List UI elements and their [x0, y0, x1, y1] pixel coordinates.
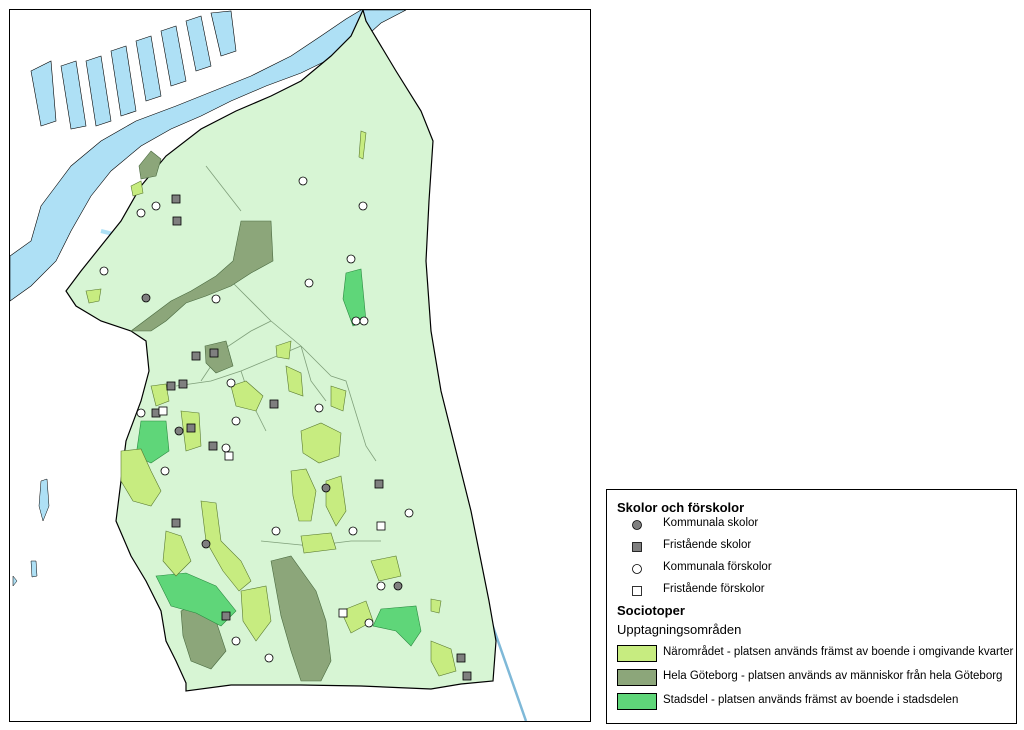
swatch-hela-goteborg — [617, 669, 657, 686]
kommunal-forskola-marker[interactable] — [305, 279, 313, 287]
fristaende-skola-marker[interactable] — [172, 519, 180, 527]
fristaende-skola-marker[interactable] — [270, 400, 278, 408]
kommunal-forskola-marker[interactable] — [137, 409, 145, 417]
fristaende-forskola-marker[interactable] — [339, 609, 347, 617]
fristaende-skola-marker[interactable] — [222, 612, 230, 620]
legend-area-label: Närområdet - platsen används främst av boende i omgivande kvarter — [663, 646, 1014, 658]
legend-item-label: Kommunala förskolor — [663, 561, 772, 573]
kommunal-forskola-marker[interactable] — [299, 177, 307, 185]
legend-area — [607, 643, 1016, 665]
square-filled-icon — [631, 541, 643, 553]
kommunal-forskola-marker[interactable] — [349, 527, 357, 535]
legend-item-label: Fristående förskolor — [663, 583, 765, 595]
kommunal-skola-marker[interactable] — [202, 540, 210, 548]
legend-subheading: Upptagningsområden — [617, 622, 742, 637]
fristaende-skola-marker[interactable] — [179, 380, 187, 388]
fristaende-forskola-marker[interactable] — [159, 407, 167, 415]
kommunal-forskola-marker[interactable] — [377, 582, 385, 590]
legend-item — [607, 516, 1016, 534]
kommunal-forskola-marker[interactable] — [265, 654, 273, 662]
legend-area-label: Hela Göteborg - platsen används av människor från hela Göteborg — [663, 670, 1003, 682]
kommunal-skola-marker[interactable] — [322, 484, 330, 492]
kommunal-forskola-marker[interactable] — [272, 527, 280, 535]
kommunal-forskola-marker[interactable] — [360, 317, 368, 325]
fristaende-skola-marker[interactable] — [173, 217, 181, 225]
fristaende-skola-marker[interactable] — [192, 352, 200, 360]
kommunal-forskola-marker[interactable] — [152, 202, 160, 210]
fristaende-skola-marker[interactable] — [172, 195, 180, 203]
legend-item-label: Fristående skolor — [663, 539, 752, 551]
fristaende-skola-marker[interactable] — [457, 654, 465, 662]
kommunal-forskola-marker[interactable] — [212, 295, 220, 303]
fristaende-skola-marker[interactable] — [209, 442, 217, 450]
swatch-stadsdel — [617, 693, 657, 710]
legend-item — [607, 560, 1016, 578]
kommunal-forskola-marker[interactable] — [232, 417, 240, 425]
fristaende-skola-marker[interactable] — [463, 672, 471, 680]
kommunal-forskola-marker[interactable] — [232, 637, 240, 645]
fristaende-forskola-marker[interactable] — [377, 522, 385, 530]
map-frame[interactable] — [9, 9, 591, 722]
kommunal-forskola-marker[interactable] — [352, 317, 360, 325]
kommunal-forskola-marker[interactable] — [315, 404, 323, 412]
legend-item — [607, 538, 1016, 556]
fristaende-skola-marker[interactable] — [187, 424, 195, 432]
legend-area-label: Stadsdel - platsen används främst av boende i stadsdelen — [663, 694, 959, 706]
square-open-icon — [631, 585, 643, 597]
circle-open-icon — [631, 563, 643, 575]
kommunal-forskola-marker[interactable] — [405, 509, 413, 517]
fristaende-skola-marker[interactable] — [167, 382, 175, 390]
legend — [606, 489, 1017, 724]
legend-area — [607, 691, 1016, 713]
kommunal-skola-marker[interactable] — [142, 294, 150, 302]
kommunal-forskola-marker[interactable] — [359, 202, 367, 210]
kommunal-forskola-marker[interactable] — [365, 619, 373, 627]
map-canvas[interactable] — [10, 10, 591, 722]
kommunal-forskola-marker[interactable] — [137, 209, 145, 217]
kommunal-forskola-marker[interactable] — [100, 267, 108, 275]
kommunal-forskola-marker[interactable] — [222, 444, 230, 452]
swatch-narområdet — [617, 645, 657, 662]
fristaende-forskola-marker[interactable] — [225, 452, 233, 460]
kommunal-forskola-marker[interactable] — [227, 379, 235, 387]
kommunal-forskola-marker[interactable] — [347, 255, 355, 263]
circle-filled-icon — [631, 519, 643, 531]
legend-heading-sociotopes: Sociotoper — [617, 603, 685, 618]
kommunal-forskola-marker[interactable] — [161, 467, 169, 475]
kommunal-skola-marker[interactable] — [394, 582, 402, 590]
legend-item — [607, 582, 1016, 600]
kommunal-skola-marker[interactable] — [175, 427, 183, 435]
legend-heading-schools: Skolor och förskolor — [617, 500, 745, 515]
fristaende-skola-marker[interactable] — [375, 480, 383, 488]
legend-item-label: Kommunala skolor — [663, 517, 759, 529]
fristaende-skola-marker[interactable] — [210, 349, 218, 357]
lake-west — [13, 479, 49, 586]
legend-area — [607, 667, 1016, 689]
